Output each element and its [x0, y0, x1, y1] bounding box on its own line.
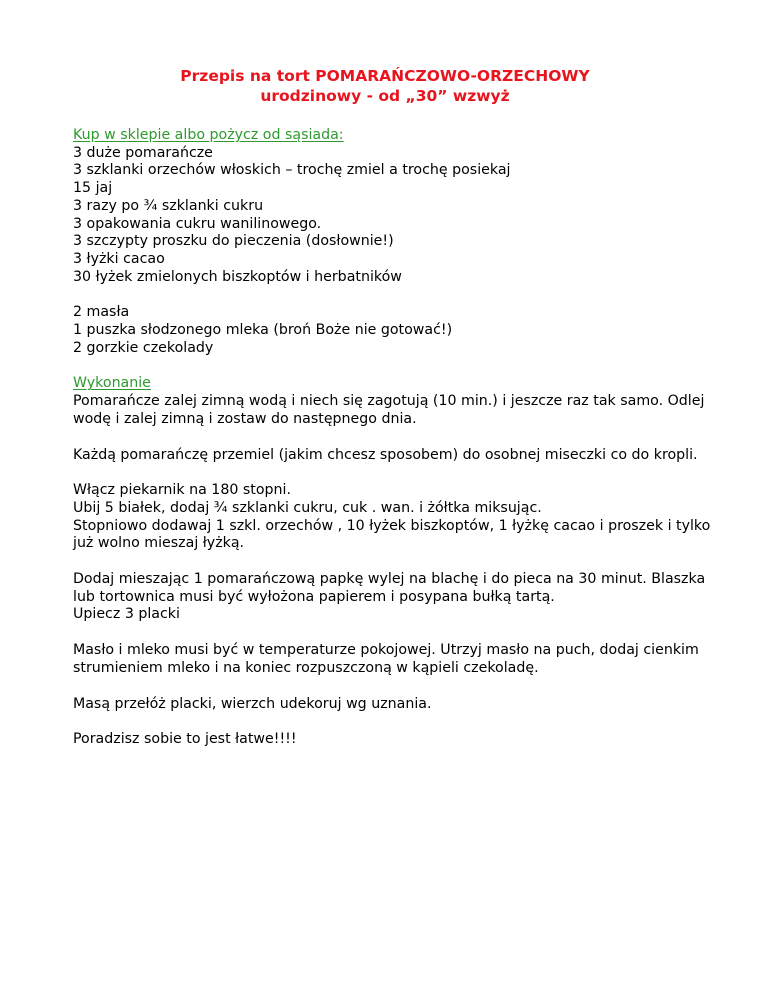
paragraph-line: Poradzisz sobie to jest łatwe!!!!	[73, 731, 297, 748]
paragraph-line: Upiecz 3 placki	[73, 606, 180, 623]
ingredient-item: 2 masła	[73, 304, 130, 321]
method-paragraph-3	[73, 482, 713, 553]
ingredient-item: 1 puszka słodzonego mleka (broń Boże nie gotować!)	[73, 322, 453, 339]
ingredient-item: 30 łyżek zmielonych biszkoptów i herbatników	[73, 268, 402, 285]
method-paragraph-6	[73, 696, 713, 714]
paragraph-line: Każdą pomarańczę przemiel (jakim chcesz sposobem) do osobnej miseczki co do kropli.	[73, 446, 698, 463]
paragraph-line: wodę i zalej zimną i zostaw do następnego dnia.	[73, 410, 417, 427]
spacer	[73, 464, 713, 482]
paragraph-line: Stopniowo dodawaj 1 szkl. orzechów , 10 łyżek biszkoptów, 1 łyżkę cacao i proszek i tylko	[73, 517, 711, 534]
method-paragraph-4	[73, 571, 713, 624]
ingredient-item: 3 opakowania cukru wanilinowego.	[73, 215, 322, 232]
ingredients-heading: Kup w sklepie albo pożycz od sąsiada:	[73, 127, 344, 143]
ingredient-item: 15 jaj	[73, 180, 113, 197]
document-page	[73, 66, 713, 749]
ingredient-item: 3 łyżki cacao	[73, 250, 165, 267]
paragraph-line: Masą przełóż placki, wierzch udekoruj wg uznania.	[73, 695, 432, 712]
paragraph-line: lub tortownica musi być wyłożona papierem i posypana bułką tartą.	[73, 588, 555, 605]
paragraph-line: Włącz piekarnik na 180 stopni.	[73, 482, 291, 499]
document-body	[73, 127, 713, 749]
paragraph-line: Dodaj mieszając 1 pomarańczową papkę wylej na blachę i do pieca na 30 minut. Blaszka	[73, 571, 706, 588]
paragraph-line: Ubij 5 białek, dodaj ¾ szklanki cukru, cuk . wan. i żółtka miksując.	[73, 499, 542, 516]
paragraph-line: już wolno mieszaj łyżką.	[73, 535, 245, 552]
document-title	[65, 66, 705, 106]
title-line-2: urodzinowy - od „30” wzwyż	[260, 87, 510, 105]
spacer	[73, 678, 713, 696]
method-paragraph-5	[73, 642, 713, 677]
ingredients-list	[73, 145, 713, 287]
ingredient-item: 3 duże pomarańcze	[73, 144, 213, 161]
paragraph-line: strumieniem mleko i na koniec rozpuszczoną w kąpieli czekoladę.	[73, 659, 539, 676]
ingredients-list-2	[73, 304, 713, 357]
spacer	[73, 624, 713, 642]
spacer	[73, 429, 713, 447]
method-paragraph-2	[73, 447, 713, 465]
ingredient-item: 3 szklanki orzechów włoskich – trochę zmiel a trochę posiekaj	[73, 162, 511, 179]
ingredient-item: 3 szczypty proszku do pieczenia (dosłownie!)	[73, 233, 394, 250]
method-heading: Wykonanie	[73, 375, 151, 392]
spacer	[73, 713, 713, 731]
method-paragraph-7	[73, 731, 713, 749]
spacer	[73, 357, 713, 375]
spacer	[73, 553, 713, 571]
paragraph-line: Masło i mleko musi być w temperaturze pokojowej. Utrzyj masło na puch, dodaj cienkim	[73, 642, 699, 659]
paragraph-line: Pomarańcze zalej zimną wodą i niech się zagotują (10 min.) i jeszcze raz tak samo. Odlej	[73, 393, 705, 410]
method-paragraph-1	[73, 393, 713, 428]
title-line-1: Przepis na tort POMARAŃCZOWO-ORZECHOWY	[180, 67, 590, 85]
spacer	[73, 286, 713, 304]
ingredient-item: 3 razy po ¾ szklanki cukru	[73, 197, 264, 214]
ingredient-item: 2 gorzkie czekolady	[73, 339, 214, 356]
